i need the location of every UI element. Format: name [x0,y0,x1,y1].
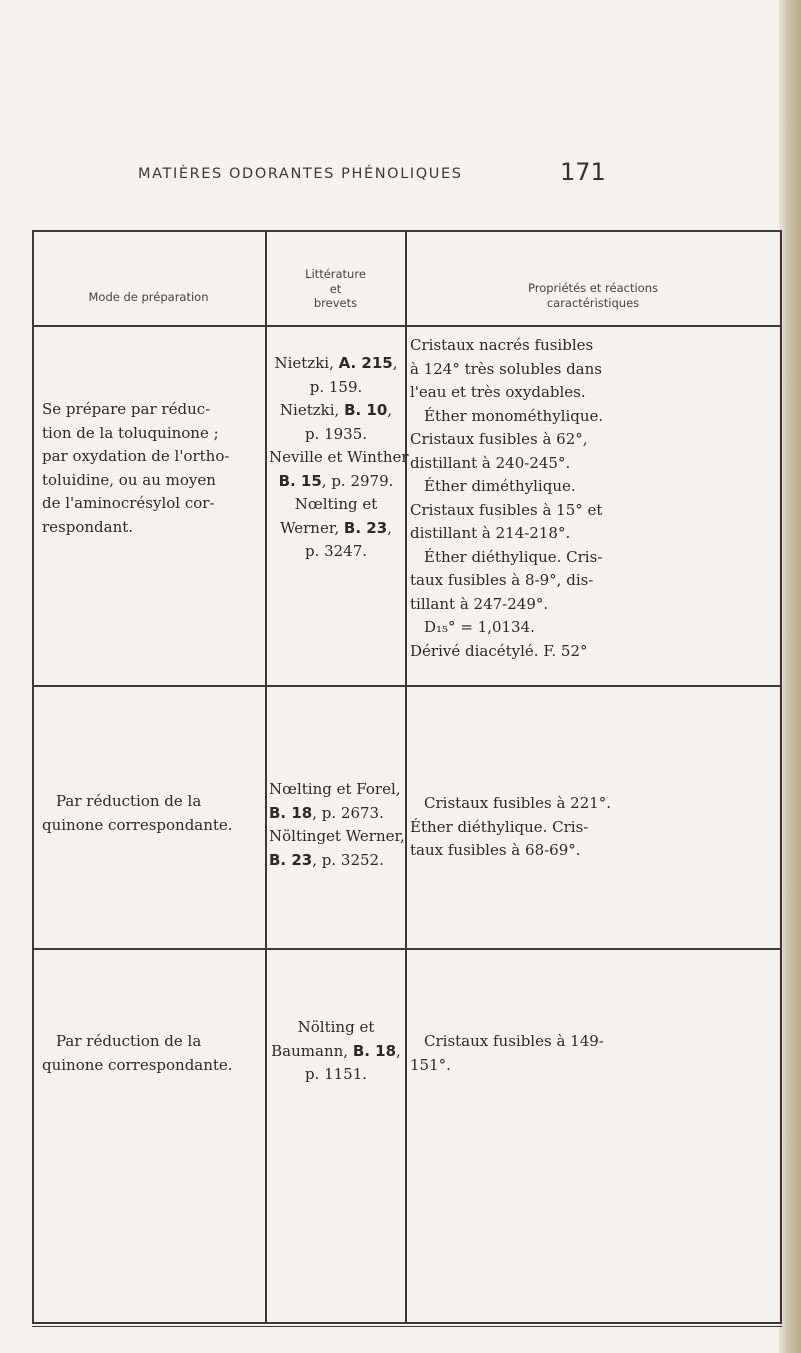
literature-text: Baumann, [271,1041,353,1060]
page-number: 171 [560,158,606,186]
literature-suffix: , [396,1041,401,1060]
literature-text: Werner, [280,518,344,537]
row-2-preparation: Par réduction de la quinone correspondante. [42,792,233,834]
literature-suffix: , p. 2673. [312,803,384,822]
literature-line [269,1016,403,1040]
running-header [0,150,801,190]
row-1-literature [269,352,409,564]
literature-text: Nietzki, [274,354,339,372]
literature-line [269,423,403,447]
table-bottom-rule-double [32,1326,782,1327]
literature-line [269,470,403,494]
literature-text: Nietzki, [279,401,345,419]
literature-reference: B. 15 [278,471,322,490]
column-divider-2 [405,230,407,1324]
literature-line [269,399,403,423]
literature-reference: B. 10 [344,401,388,419]
literature-suffix: , [387,401,393,419]
row-divider-2 [32,948,782,950]
scan-page-edge [779,0,801,1353]
literature-suffix: , p. 2979. [321,471,394,490]
literature-suffix: , p. 3252. [312,850,384,869]
literature-text: Nölting et [297,1018,375,1036]
row-2-literature [269,778,403,872]
literature-suffix: , [387,518,392,537]
literature-line [269,1063,403,1087]
table-left-rule [32,230,34,1324]
row-1-properties: Cristaux nacrés fusibles à 124° très solubles dans l'eau et très oxydables. Éther monométhylique. Cristaux fusibles à 62°, distillant à 240-245°. Éther diméthylique. Cristaux fusibles à 15° et distillant à 214-218°. Éther diéthylique. Cris- taux fusibles à 8-9°, dis- tillant à 247-249°. D₁₅° = 1,0134. Dérivé diacétylé. F. 52° [410,336,604,660]
literature-line [269,825,403,849]
row-3-literature [269,1016,403,1087]
literature-reference: A. 215 [338,354,393,372]
literature-text: Neville et Winther [269,448,409,466]
literature-line [269,849,403,873]
literature-line [269,493,403,517]
literature-text: p. 1151. [304,1065,368,1083]
table-top-rule [32,230,782,232]
literature-text: p. 3247. [304,542,368,560]
literature-text: Nœlting et [294,495,378,513]
literature-line [269,1040,403,1064]
literature-line [269,540,403,564]
literature-line [269,376,403,400]
literature-suffix: , [392,354,398,372]
row-divider-1 [32,685,782,687]
header-divider [32,325,782,327]
table-right-rule [780,230,782,1324]
row-3-preparation: Par réduction de la quinone correspondante. [42,1032,233,1074]
literature-reference: B. 23 [269,850,313,869]
row-2-properties: Cristaux fusibles à 221°. Éther diéthylique. Cris- taux fusibles à 68-69°. [410,794,612,859]
literature-line [269,778,403,802]
literature-line [269,352,403,376]
table-bottom-rule [32,1322,782,1324]
literature-text: p. 159. [309,377,363,396]
literature-text: Nœlting et Forel, [269,780,401,798]
header-preparation: Mode de préparation [88,290,209,304]
running-title: MATIÈRES ODORANTES PHÉNOLIQUES [138,166,463,182]
literature-line [269,517,403,541]
literature-reference: B. 23 [343,518,388,537]
literature-text: p. 1935. [304,424,368,443]
column-divider-1 [265,230,267,1324]
header-literature: Littérature et brevets [305,267,366,310]
literature-reference: B. 18 [352,1041,397,1060]
row-1-preparation: Se prépare par réduc- tion de la toluquinone ; par oxydation de l'ortho- toluidine, ou au moyen de l'aminocrésylol cor- respondant. [42,400,230,536]
literature-line [269,446,409,470]
literature-line [269,802,403,826]
row-3-properties: Cristaux fusibles à 149- 151°. [410,1032,604,1074]
data-table [32,230,782,1328]
literature-text: Nöltinget Werner, [269,827,405,845]
header-properties: Propriétés et réactions caractéristiques [528,281,658,310]
literature-reference: B. 18 [269,803,313,822]
